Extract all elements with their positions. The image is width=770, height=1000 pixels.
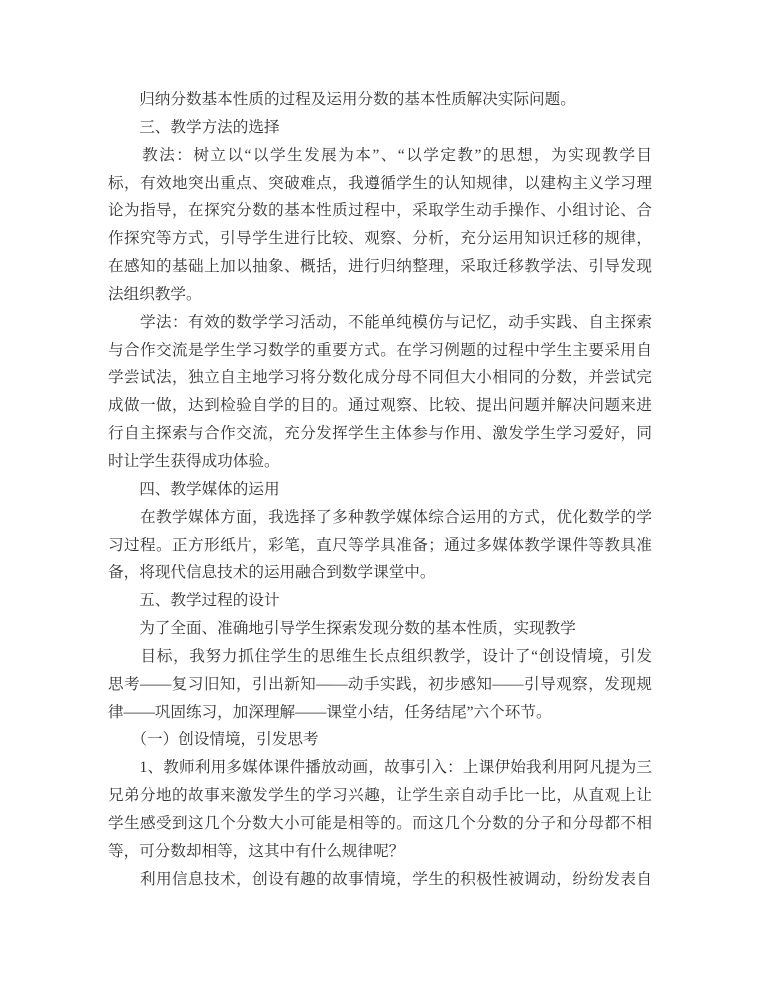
text-line: 教法：树立以“以学生发展为本”、“以学定教”的思想，为实现教学目 <box>108 146 652 164</box>
text-line: 学法：有效的数学学习活动，不能单纯模仿与记忆，动手实践、自主探索 <box>108 313 652 331</box>
text-line: 在教学媒体方面，我选择了多种教学媒体综合运用的方式，优化数学的学 <box>108 508 652 526</box>
text-line: 等，可分数却相等，这其中有什么规律呢？ <box>108 842 405 860</box>
text-line: 标，有效地突出重点、突破难点，我遵循学生的认知规律，以建构主义学习理 <box>108 174 652 192</box>
text-line: 作探究等方式，引导学生进行比较、观察、分析，充分运用知识迁移的规律， <box>108 230 652 248</box>
document-text <box>108 86 652 893</box>
text-line: 三、教学方法的选择 <box>108 118 280 136</box>
text-line: 为了全面、准确地引导学生探索发现分数的基本性质，实现教学 <box>108 620 576 638</box>
text-line: 论为指导，在探究分数的基本性质过程中，采取学生动手操作、小组讨论、合 <box>108 202 652 220</box>
text-line: 1、教师利用多媒体课件播放动画，故事引入：上课伊始我利用阿凡提为三 <box>108 759 652 777</box>
text-line: 五、教学过程的设计 <box>108 592 280 610</box>
text-line: 利用信息技术，创设有趣的故事情境，学生的积极性被调动，纷纷发表自 <box>108 870 652 888</box>
text-line: 学尝试法，独立自主地学习将分数化成分母不同但大小相同的分数，并尝试完 <box>108 369 652 387</box>
text-line: 律——巩固练习，加深理解——课堂小结，任务结尾”六个环节。 <box>108 703 552 721</box>
text-line: 时让学生获得成功体验。 <box>108 452 280 470</box>
text-line: （一）创设情境，引发思考 <box>108 731 319 749</box>
text-line: 与合作交流是学生学习数学的重要方式。在学习例题的过程中学生主要采用自 <box>108 341 652 359</box>
text-line: 思考——复习旧知，引出新知——动手实践，初步感知——引导观察，发现规 <box>108 675 652 693</box>
text-line: 四、教学媒体的运用 <box>108 480 280 498</box>
text-line: 成做一做，达到检验自学的目的。通过观察、比较、提出问题并解决问题来进 <box>108 397 652 415</box>
text-line: 兄弟分地的故事来激发学生的学习兴趣，让学生亲自动手比一比，从直观上让 <box>108 787 652 805</box>
text-line: 习过程。正方形纸片，彩笔，直尺等学具准备；通过多媒体教学课件等教具准 <box>108 536 652 554</box>
text-line: 学生感受到这几个分数大小可能是相等的。而这几个分数的分子和分母都不相 <box>108 814 652 832</box>
text-line: 法组织教学。 <box>108 285 202 303</box>
text-line: 备，将现代信息技术的运用融合到数学课堂中。 <box>108 564 436 582</box>
text-line: 归纳分数基本性质的过程及运用分数的基本性质解决实际问题。 <box>108 91 576 108</box>
text-line: 目标，我努力抓住学生的思维生长点组织教学，设计了“创设情境，引发 <box>108 647 652 665</box>
text-line: 在感知的基础上加以抽象、概括，进行归纳整理，采取迁移教学法、引导发现 <box>108 258 652 276</box>
text-line: 行自主探索与合作交流，充分发挥学生主体参与作用、激发学生学习爱好，同 <box>108 425 652 443</box>
